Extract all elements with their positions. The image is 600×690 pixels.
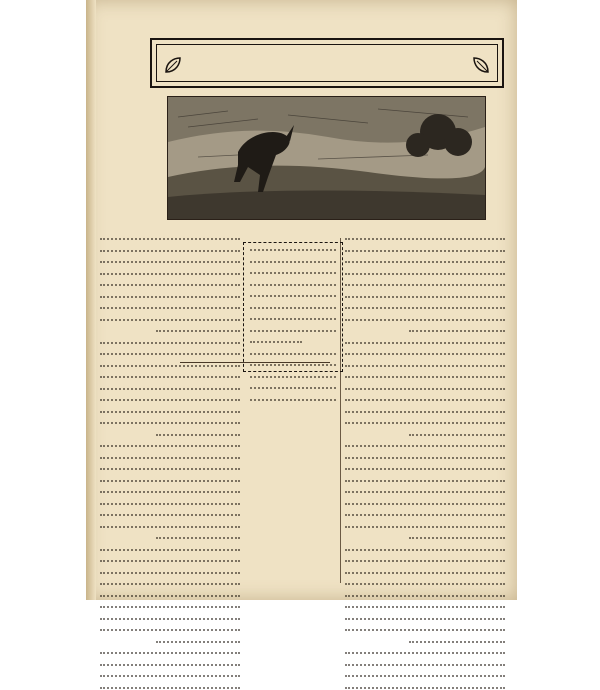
text-line bbox=[250, 284, 336, 287]
text-line bbox=[345, 687, 505, 690]
text-line bbox=[345, 399, 505, 402]
text-line bbox=[100, 606, 240, 609]
text-line bbox=[100, 250, 240, 253]
boxed-note bbox=[243, 242, 343, 372]
text-line bbox=[345, 560, 505, 563]
text-line bbox=[100, 342, 240, 345]
text-line bbox=[100, 560, 240, 563]
text-line bbox=[100, 618, 240, 621]
text-line bbox=[345, 583, 505, 586]
page-number bbox=[100, 583, 130, 595]
text-line bbox=[250, 341, 302, 344]
text-line bbox=[250, 330, 336, 333]
text-column-left bbox=[100, 238, 240, 583]
text-line bbox=[345, 629, 505, 632]
text-line bbox=[345, 445, 505, 448]
text-line bbox=[345, 411, 505, 414]
text-line bbox=[100, 445, 240, 448]
text-line bbox=[345, 261, 505, 264]
title-header-frame bbox=[150, 38, 504, 88]
text-line bbox=[345, 572, 505, 575]
text-line bbox=[156, 537, 240, 540]
text-line bbox=[345, 606, 505, 609]
text-line bbox=[100, 491, 240, 494]
text-line bbox=[345, 664, 505, 667]
text-line bbox=[156, 330, 240, 333]
text-line bbox=[250, 249, 336, 252]
text-line bbox=[100, 261, 240, 264]
text-line bbox=[100, 629, 240, 632]
text-line bbox=[345, 250, 505, 253]
text-line bbox=[100, 664, 240, 667]
text-line bbox=[345, 652, 505, 655]
text-line bbox=[250, 318, 336, 321]
illustration-drawing bbox=[168, 97, 485, 219]
text-line bbox=[100, 480, 240, 483]
text-line bbox=[345, 526, 505, 529]
author-line bbox=[192, 43, 462, 57]
text-line bbox=[100, 238, 240, 241]
text-line bbox=[100, 526, 240, 529]
text-line bbox=[409, 434, 505, 437]
text-line bbox=[409, 641, 505, 644]
text-line bbox=[156, 641, 240, 644]
text-line bbox=[100, 411, 240, 414]
text-line bbox=[345, 491, 505, 494]
text-line bbox=[100, 376, 240, 379]
text-line bbox=[345, 468, 505, 471]
text-line bbox=[409, 330, 505, 333]
text-line bbox=[250, 399, 336, 402]
text-line bbox=[100, 273, 240, 276]
text-line bbox=[345, 273, 505, 276]
text-line bbox=[345, 422, 505, 425]
text-line bbox=[100, 687, 240, 690]
leaf-ornament-icon bbox=[162, 54, 184, 76]
text-line bbox=[345, 296, 505, 299]
text-line bbox=[345, 388, 505, 391]
text-line bbox=[345, 480, 505, 483]
text-line bbox=[100, 572, 240, 575]
text-line bbox=[100, 675, 240, 678]
text-line bbox=[100, 319, 240, 322]
text-line bbox=[250, 376, 336, 379]
page-spine-shadow bbox=[86, 0, 96, 600]
text-line bbox=[100, 549, 240, 552]
text-line bbox=[100, 353, 240, 356]
text-line bbox=[345, 365, 505, 368]
text-line bbox=[345, 675, 505, 678]
text-line bbox=[250, 272, 336, 275]
text-line bbox=[250, 353, 336, 356]
text-line bbox=[345, 319, 505, 322]
text-line bbox=[156, 434, 240, 437]
article-title bbox=[212, 56, 442, 84]
horse-illustration bbox=[167, 96, 486, 220]
text-line bbox=[345, 457, 505, 460]
text-line bbox=[100, 284, 240, 287]
text-line bbox=[345, 238, 505, 241]
text-line bbox=[250, 261, 336, 264]
text-line bbox=[100, 296, 240, 299]
text-line bbox=[100, 652, 240, 655]
leaf-ornament-icon bbox=[470, 54, 492, 76]
text-line bbox=[100, 399, 240, 402]
text-line bbox=[100, 468, 240, 471]
text-line bbox=[250, 307, 336, 310]
text-line bbox=[345, 284, 505, 287]
text-line bbox=[100, 422, 240, 425]
text-line bbox=[100, 457, 240, 460]
text-line bbox=[100, 514, 240, 517]
text-line bbox=[345, 342, 505, 345]
text-line bbox=[345, 618, 505, 621]
text-line bbox=[345, 595, 505, 598]
text-line bbox=[345, 503, 505, 506]
text-line bbox=[250, 295, 336, 298]
text-column-right bbox=[345, 238, 505, 583]
text-line bbox=[100, 307, 240, 310]
text-line bbox=[345, 307, 505, 310]
text-line bbox=[345, 549, 505, 552]
text-line bbox=[345, 376, 505, 379]
text-line bbox=[250, 387, 336, 390]
text-line bbox=[345, 353, 505, 356]
text-line bbox=[409, 537, 505, 540]
text-line bbox=[345, 514, 505, 517]
stamp-mark bbox=[180, 362, 330, 373]
text-line bbox=[100, 388, 240, 391]
text-line bbox=[100, 503, 240, 506]
